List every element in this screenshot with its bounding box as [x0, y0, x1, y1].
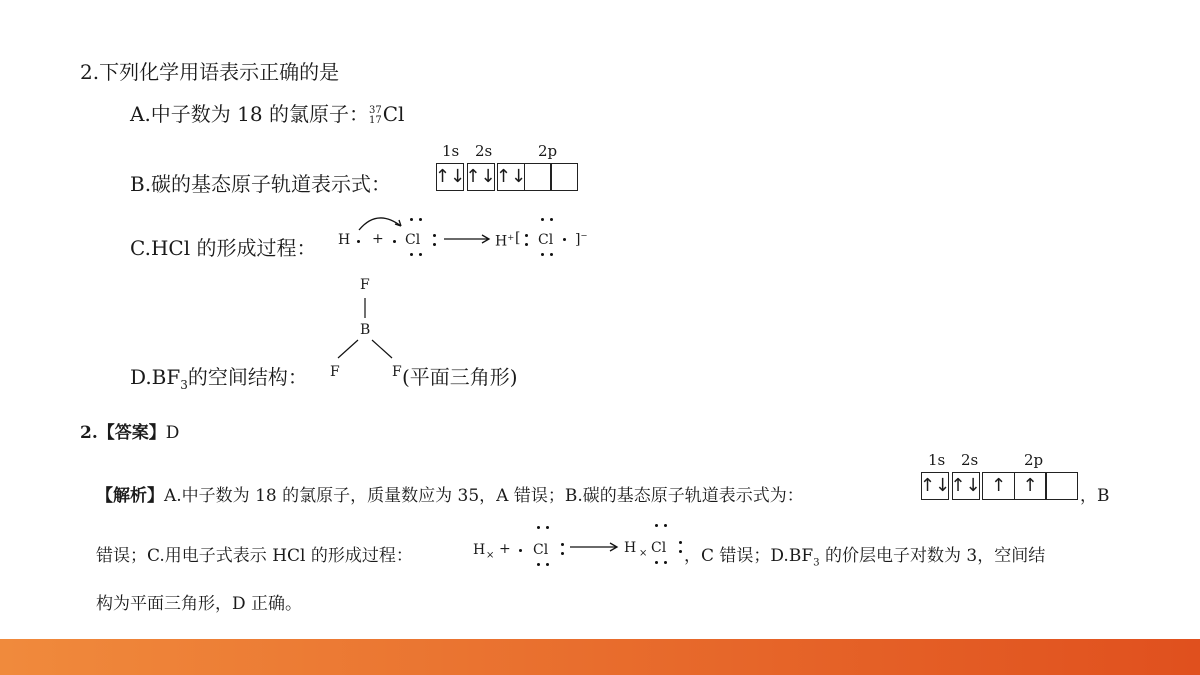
- analysis-cl-dot-right-2: [561, 552, 564, 555]
- option-d-sub: 3: [180, 378, 188, 392]
- option-c-product-cl: Cl: [538, 232, 554, 248]
- analysis-line-2-tail: 的价层电子对数为 3，空间结: [819, 546, 1046, 566]
- option-b-orbital-label-2p: 2p: [538, 142, 558, 160]
- orbital-box-1s: ↑↓: [436, 163, 464, 191]
- analysis-orbital-label-1s: 1s: [928, 451, 946, 469]
- analysis-line-2-end: [684, 541, 1045, 568]
- analysis-h: H: [473, 542, 486, 558]
- isotope-atomic: 17: [368, 114, 382, 126]
- analysis-orbital-diagram: [921, 472, 1077, 500]
- cl-dot-right-2: [433, 243, 436, 246]
- option-c-plus: +: [372, 231, 384, 247]
- analysis-line-1-end: ，B: [1080, 486, 1110, 506]
- option-d-label: [130, 361, 308, 392]
- bracket-dot-left-1: [525, 234, 528, 237]
- answer-label: 2.【答案】: [80, 423, 166, 443]
- analysis-plus: +: [499, 541, 511, 557]
- cl-dot-top-2: [419, 218, 422, 221]
- orbital-box-2s: ↑↓: [467, 163, 495, 191]
- analysis-product-cl-dot-bottom-1: [655, 561, 658, 564]
- analysis-product-cl-dot-bottom-2: [664, 561, 667, 564]
- bf3-shape-note: (平面三角形): [402, 365, 518, 389]
- cl-dot-bottom-2: [419, 253, 422, 256]
- analysis-cl-dot-right-1: [561, 543, 564, 546]
- analysis-line-2-start: 错误；C.用电子式表示 HCl 的形成过程：: [96, 546, 413, 566]
- bracket-charge: −: [580, 230, 588, 240]
- analysis-product-cl: Cl: [651, 540, 667, 556]
- analysis-orbital-label-2p: 2p: [1024, 451, 1044, 469]
- analysis-cl-dot-bottom-2: [546, 563, 549, 566]
- answer-value: D: [165, 423, 180, 443]
- question-stem: 2.下列化学用语表示正确的是: [80, 60, 340, 84]
- analysis-line-3: 构为平面三角形，D 正确。: [96, 594, 303, 614]
- option-c-bracket-open: [: [515, 230, 521, 246]
- h-electron-dot: [357, 240, 360, 243]
- analysis-product-cl-dot-top-2: [664, 524, 667, 527]
- product-h-charge: +: [507, 232, 515, 242]
- option-a-label: A.中子数为 18 的氯原子：: [130, 102, 369, 126]
- option-d-prefix: D.BF: [130, 365, 181, 389]
- option-b-orbital-diagram: [436, 163, 577, 191]
- product-cl-dot-top-2: [550, 218, 553, 221]
- bf3-atom-b: B: [360, 322, 371, 338]
- orbital-box-2p-3: [550, 163, 578, 191]
- analysis-product-cl-dot-top-1: [655, 524, 658, 527]
- analysis-line-2-end-text: ，C 错误；D.BF: [684, 546, 814, 566]
- bottom-accent-bar: [0, 639, 1200, 675]
- electron-transfer-arrow: [355, 208, 415, 234]
- analysis-orbital-box-2s: ↑↓: [952, 472, 980, 500]
- analysis-orbital-box-2p-3: [1045, 472, 1078, 500]
- analysis-orbital-label-2s: 2s: [961, 451, 979, 469]
- analysis-line-1: [96, 481, 804, 506]
- product-h-symbol: H: [495, 233, 508, 250]
- product-cl-dot-right: [563, 238, 566, 241]
- orbital-box-2p-1: ↑↓: [497, 163, 525, 191]
- isotope-mass: 37: [368, 104, 382, 116]
- analysis-product-h: H: [624, 540, 637, 556]
- product-cl-dot-bottom-2: [550, 253, 553, 256]
- option-b-label: B.碳的基态原子轨道表示式：: [130, 172, 392, 196]
- analysis-h-electron-cross: ×: [486, 550, 495, 561]
- analysis-tag: 【解析】: [96, 486, 164, 506]
- analysis-product-cross: ×: [639, 548, 648, 559]
- cl-electron-dot-left: [393, 240, 396, 243]
- analysis-product-cl-dot-right-1: [679, 541, 682, 544]
- orbital-box-2p-2: [524, 163, 552, 191]
- product-cl-dot-bottom-1: [541, 253, 544, 256]
- isotope-element: Cl: [382, 102, 405, 126]
- bf3-atom-f-right: F: [392, 364, 402, 380]
- analysis-cl-dot-top-2: [546, 526, 549, 529]
- option-b-orbital-label-1s: 1s: [442, 142, 460, 160]
- option-a: [130, 98, 404, 127]
- option-d-suffix: 的空间结构：: [187, 365, 308, 389]
- bracket-close-symbol: ]: [575, 231, 581, 248]
- isotope-numbers: [369, 106, 382, 126]
- option-c-label: C.HCl 的形成过程：: [130, 236, 317, 260]
- bf3-atom-f-top: F: [360, 277, 370, 293]
- bf3-atom-f-left: F: [330, 364, 340, 380]
- option-b-orbital-label-2s: 2s: [475, 142, 493, 160]
- analysis-cl: Cl: [533, 542, 549, 558]
- cl-dot-bottom-1: [410, 253, 413, 256]
- analysis-orbital-box-1s: ↑↓: [921, 472, 949, 500]
- answer-line: [80, 418, 179, 443]
- option-c-bracket-close: [575, 230, 588, 248]
- product-cl-dot-top-1: [541, 218, 544, 221]
- analysis-cl-dot-left: [519, 549, 522, 552]
- analysis-orbital-box-2p-2: ↑: [1014, 472, 1047, 500]
- analysis-orbital-box-2p-1: ↑: [982, 472, 1015, 500]
- option-c-h: H: [338, 232, 351, 248]
- reaction-arrow: [442, 233, 492, 245]
- analysis-line-2-sub: 3: [813, 557, 820, 569]
- analysis-reaction-arrow: [568, 541, 620, 553]
- analysis-cl-dot-top-1: [537, 526, 540, 529]
- option-c-cl: Cl: [405, 232, 421, 248]
- analysis-line-1-text: A.中子数为 18 的氯原子，质量数应为 35，A 错误；B.碳的基态原子轨道表示式为：: [164, 486, 804, 506]
- option-c-product-h: [495, 232, 514, 250]
- bracket-dot-left-2: [525, 243, 528, 246]
- cl-dot-right-1: [433, 234, 436, 237]
- analysis-cl-dot-bottom-1: [537, 563, 540, 566]
- analysis-product-cl-dot-right-2: [679, 550, 682, 553]
